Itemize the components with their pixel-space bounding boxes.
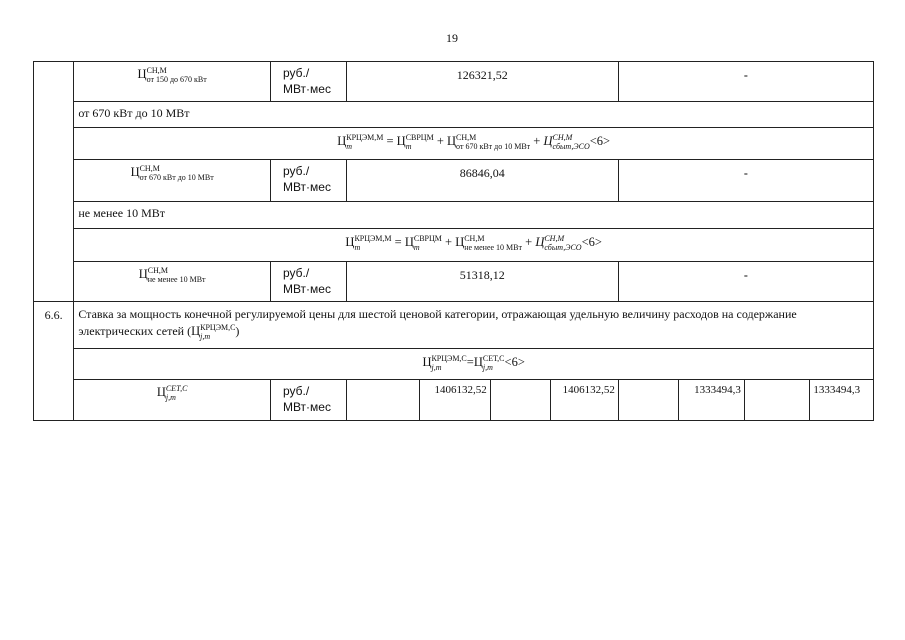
formula-sup: СВРЦМ [405,133,434,142]
symbol-sup: СН,М [146,66,167,75]
symbol-sup: СН,М [147,266,168,275]
empty-cell [346,380,420,421]
formula-sup: КРЦЭМ,С [200,323,236,333]
formula-sup: СВРЦМ [413,234,442,243]
description-text: ) [235,324,240,338]
formula-op: + [445,234,453,249]
formula-term: Ц [422,354,432,369]
table-row [34,349,874,380]
table-row [34,102,874,128]
formula-sup: СН,М [456,133,477,142]
unit-line: руб./ [282,266,310,280]
unit-cell [270,62,346,102]
unit-line: МВт·мес [282,400,331,414]
formula-term: Ц [455,234,465,249]
symbol-sup: СН,М [139,164,160,173]
formula-sub: m [346,142,353,151]
symbol-sub: не менее 10 МВт [147,275,206,284]
footnote-ref: <6> [581,234,602,249]
formula-term: Ц [191,324,201,338]
unit-cell [270,160,346,202]
symbol-sub: от 150 до 670 кВт [146,75,207,84]
formula-op: = [386,133,394,148]
unit-line: руб./ [282,66,310,80]
formula-sup: СН,М [464,234,485,243]
dash-cell: - [618,160,873,202]
symbol-base: Ц [137,66,147,81]
description-text: Ставка за мощность конечной регулируемой цены для шестой ценовой категории, отражающая удельную величину расходов на содержание электрических сетей ( [78,307,797,338]
formula-sub: сбыт,ЭСО [552,142,590,151]
symbol-base: Ц [138,266,148,281]
value-cell: 1333494,3 [810,380,874,421]
page-number: 19 [446,31,458,45]
formula-op: + [525,234,533,249]
value-cell: 1406132,52 [551,380,619,421]
empty-cell [490,380,551,421]
footnote-ref: <6> [504,354,525,369]
formula-term: Ц [404,234,414,249]
table-row [34,202,874,229]
formula-sub: j,m [200,332,211,342]
symbol-sup: СЕТ,С [165,384,188,393]
unit-line: МВт·мес [282,282,331,296]
unit-line: МВт·мес [282,180,331,194]
symbol-cell [74,262,271,302]
table-row [34,160,874,202]
formula-sub: j,m [431,363,442,372]
formula-sup: КРЦЭМ,М [354,234,392,243]
value-cell: 1406132,52 [420,380,491,421]
formula-op: + [436,133,444,148]
tariff-table [33,61,874,421]
formula-term: Ц [337,133,347,148]
formula-term: Ц [473,354,483,369]
formula-op: = [466,354,474,369]
symbol-base: Ц [156,384,166,399]
unit-cell [270,380,346,421]
dash-cell: - [618,62,873,102]
formula-term: Ц [543,133,553,148]
unit-line: руб./ [282,164,310,178]
table-row [34,229,874,262]
formula-term: Ц [345,234,355,249]
symbol-sub: j,m [165,393,176,402]
symbol-sub: от 670 кВт до 10 МВт [139,173,214,182]
formula-sup: КРЦЭМ,М [346,133,384,142]
table-row [34,302,874,349]
formula-sub: m [405,142,412,151]
number-cell [34,62,74,302]
symbol-cell [74,380,271,421]
value-cell: 1333494,3 [679,380,745,421]
formula-op: = [394,234,402,249]
formula-sup: СН,М [552,133,573,142]
formula-term: Ц [447,133,457,148]
value-cell: 51318,12 [346,262,618,302]
formula-sup: СЕТ,С [482,354,505,363]
formula-sub: m [354,243,361,252]
symbol-base: Ц [130,164,140,179]
formula [74,229,874,262]
subheading: не менее 10 МВт [74,202,874,229]
empty-cell [618,380,679,421]
formula [74,128,874,160]
symbol-cell [74,62,271,102]
formula-term: Ц [396,133,406,148]
unit-cell [270,262,346,302]
formula [74,349,874,380]
formula-sub: сбыт,ЭСО [544,243,582,252]
formula-sub: от 670 кВт до 10 МВт [456,142,531,151]
value-cell: 86846,04 [346,160,618,202]
footnote-ref: <6> [589,133,611,148]
formula-op: + [533,133,541,148]
unit-line: МВт·мес [282,82,331,96]
section-number: 6.6. [34,302,74,421]
empty-cell [744,380,810,421]
formula-sup: СН,М [544,234,565,243]
formula-sub: не менее 10 МВт [464,243,522,252]
value-cell: 126321,52 [346,62,618,102]
formula-sup: КРЦЭМ,С [431,354,467,363]
table-row [34,128,874,160]
symbol-cell [74,160,271,202]
unit-line: руб./ [282,384,310,398]
table-row [34,380,874,421]
table-row [34,62,874,102]
formula-sub: m [413,243,420,252]
formula-sub: j,m [482,363,493,372]
section-description [74,302,874,349]
formula-term: Ц [535,234,545,249]
subheading: от 670 кВт до 10 МВт [74,102,874,128]
table-row [34,262,874,302]
dash-cell: - [618,262,873,302]
